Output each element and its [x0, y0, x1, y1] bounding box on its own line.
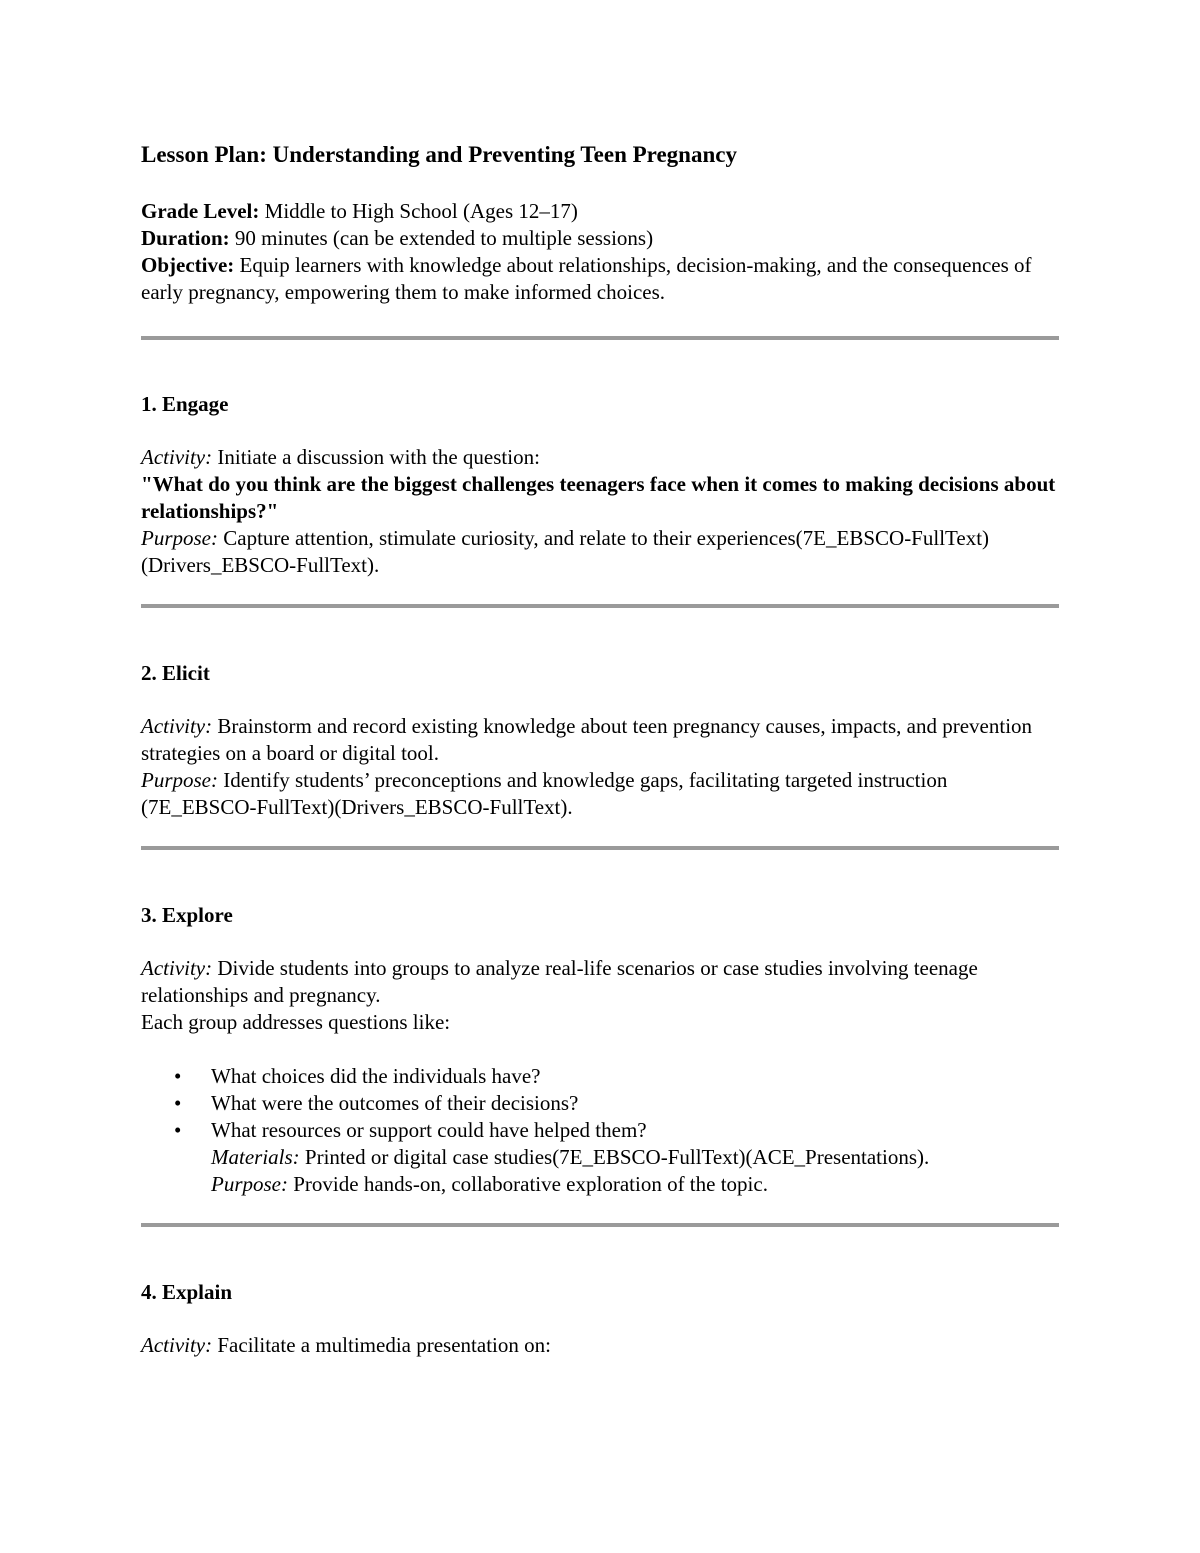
page-title: Lesson Plan: Understanding and Preventing Teen Pregnancy: [141, 142, 737, 167]
elicit-purpose: [141, 767, 1059, 821]
explore-activity-label: Activity:: [141, 956, 213, 980]
engage-question: "What do you think are the biggest challenges teenagers face when it comes to making decisions about relationships?": [141, 472, 1056, 523]
list-item: [141, 1117, 1059, 1144]
elicit-activity: [141, 713, 1059, 767]
grade-level: [141, 198, 1059, 225]
bullet-icon: •: [174, 1064, 182, 1088]
engage-purpose: [141, 525, 1059, 579]
explore-purpose-label: Purpose:: [211, 1172, 288, 1196]
explore-purpose-text: Provide hands-on, collaborative exploration of the topic.: [288, 1172, 768, 1196]
explore-materials-text: Printed or digital case studies(7E_EBSCO-FullText)(ACE_Presentations).: [299, 1145, 930, 1169]
elicit-activity-text: Brainstorm and record existing knowledge about teen pregnancy causes, impacts, and prevention strategies on a board or digital tool.: [141, 714, 1033, 765]
elicit-activity-label: Activity:: [141, 714, 213, 738]
document-page: [141, 140, 1059, 1359]
elicit-purpose-label: Purpose:: [141, 768, 218, 792]
list-item: [141, 1063, 1059, 1090]
grade-level-label: Grade Level:: [141, 199, 260, 223]
explain-activity: [141, 1332, 1059, 1359]
list-item-text: What choices did the individuals have?: [211, 1064, 541, 1088]
list-item-text: What resources or support could have helped them?: [211, 1118, 647, 1142]
bullet-icon: •: [174, 1118, 182, 1142]
section-divider: [141, 1223, 1059, 1227]
section-divider: [141, 604, 1059, 608]
section-divider: [141, 846, 1059, 850]
elicit-purpose-text: Identify students’ preconceptions and knowledge gaps, facilitating targeted instruction (7E_EBSCO-FullText)(Drivers_EBSCO-FullText).: [141, 768, 948, 819]
objective: [141, 252, 1059, 306]
section-heading-explore: 3. Explore: [141, 903, 233, 927]
explore-intro: Each group addresses questions like:: [141, 1010, 451, 1034]
objective-label: Objective:: [141, 253, 235, 277]
duration-label: Duration:: [141, 226, 230, 250]
explain-activity-text: Facilitate a multimedia presentation on:: [212, 1333, 551, 1357]
list-item-text: What were the outcomes of their decisions?: [211, 1091, 579, 1115]
engage-purpose-label: Purpose:: [141, 526, 218, 550]
list-item: [141, 1090, 1059, 1117]
duration-value: 90 minutes (can be extended to multiple sessions): [229, 226, 654, 250]
explore-activity-text: Divide students into groups to analyze real-life scenarios or case studies involving teenage relationships and pregnancy.: [141, 956, 978, 1007]
explore-purpose: [141, 1171, 1059, 1198]
explore-activity: [141, 955, 1059, 1009]
engage-purpose-text: Capture attention, stimulate curiosity, and relate to their experiences(7E_EBSCO-FullText)(Drivers_EBSCO-FullText).: [141, 526, 990, 577]
engage-activity-text: Initiate a discussion with the question:: [212, 445, 540, 469]
section-heading-engage: 1. Engage: [141, 392, 229, 416]
duration: [141, 225, 1059, 252]
engage-activity: [141, 444, 1059, 471]
section-heading-explain: 4. Explain: [141, 1280, 233, 1304]
grade-level-value: Middle to High School (Ages 12–17): [259, 199, 578, 223]
explain-activity-label: Activity:: [141, 1333, 213, 1357]
explore-materials-label: Materials:: [211, 1145, 300, 1169]
explore-question-list: [141, 1063, 1059, 1144]
objective-value: Equip learners with knowledge about relationships, decision-making, and the consequences of early pregnancy, empowering them to make informed choices.: [141, 253, 1032, 304]
section-heading-elicit: 2. Elicit: [141, 661, 210, 685]
bullet-icon: •: [174, 1091, 182, 1115]
section-divider: [141, 336, 1059, 340]
engage-activity-label: Activity:: [141, 445, 213, 469]
explore-materials: [141, 1144, 1059, 1171]
